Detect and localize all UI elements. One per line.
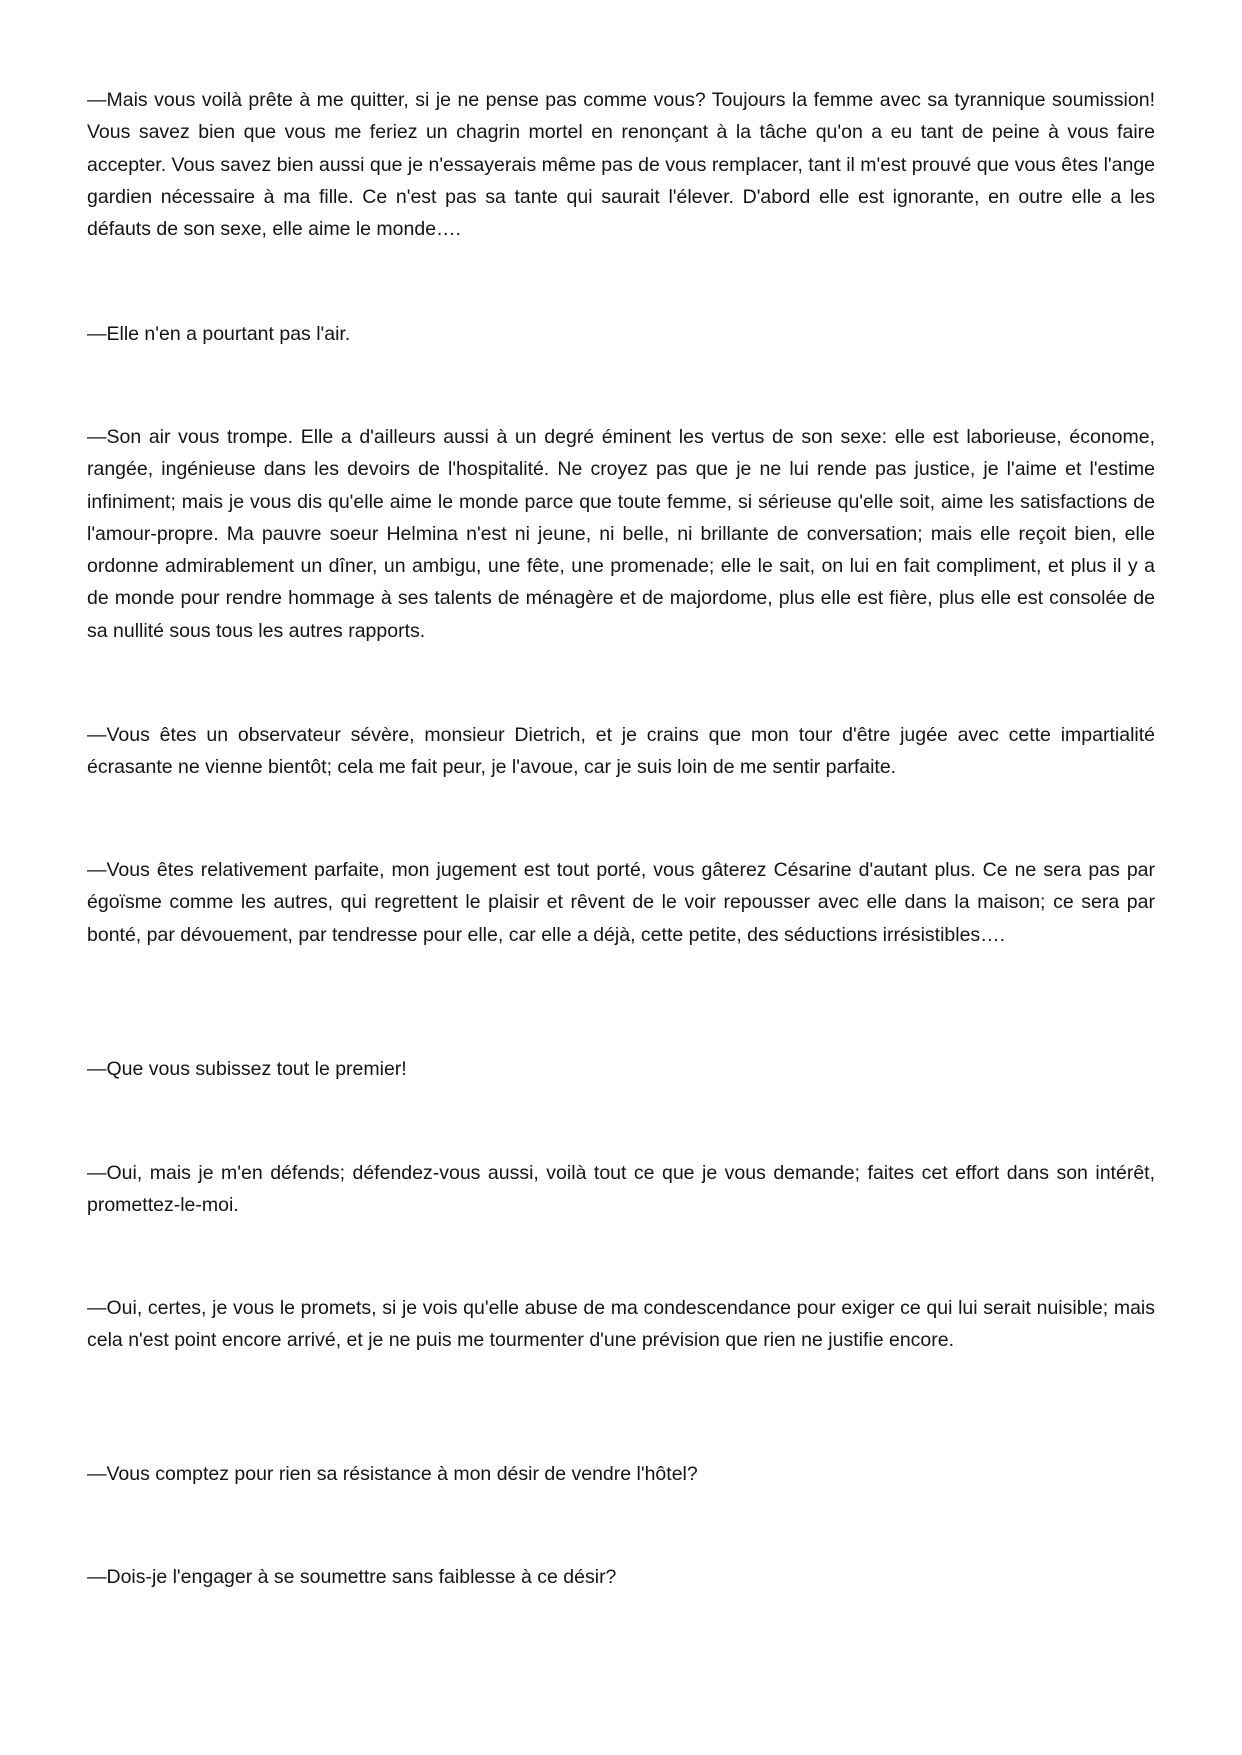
dialogue-paragraph: —Elle n'en a pourtant pas l'air. — [87, 323, 351, 345]
dialogue-paragraph: —Oui, certes, je vous le promets, si je vois qu'elle abuse de ma condescendance pour exiger ce qui lui serait nuisible; mais cela n'est point encore arrivé, et je ne puis me tourmenter d'une prévision que rien ne justifie encore. — [87, 1297, 1155, 1352]
dialogue-paragraph: —Mais vous voilà prête à me quitter, si je ne pense pas comme vous? Toujours la femme avec sa tyrannique soumission! Vous savez bien que vous me feriez un chagrin mortel en renonçant à la tâche qu'on a eu tant de peine à vous faire accepter. Vous savez bien aussi que je n'essayerais même pas de vous remplacer, tant il m'est prouvé que vous êtes l'ange gardien nécessaire à ma fille. Ce n'est pas sa tante qui saurait l'élever. D'abord elle est ignorante, en outre elle a les défauts de son sexe, elle aime le monde…. — [87, 89, 1156, 241]
dialogue-paragraph: —Vous êtes un observateur sévère, monsieur Dietrich, et je crains que mon tour d'être jugée avec cette impartialité écrasante ne vienne bientôt; cela me fait peur, je l'avoue, car je suis loin de me sentir parfaite. — [87, 724, 1155, 779]
dialogue-paragraph: —Dois-je l'engager à se soumettre sans faiblesse à ce désir? — [87, 1566, 617, 1588]
dialogue-paragraph: —Son air vous trompe. Elle a d'ailleurs aussi à un degré éminent les vertus de son sexe: elle est laborieuse, économe, rangée, ingénieuse dans les devoirs de l'hospitalité. Ne croyez pas que je ne lui rende pas justice, je l'aime et l'estime infiniment; mais je vous dis qu'elle aime le monde parce que toute femme, si sérieuse qu'elle soit, aime les satisfactions de l'amour-propre. Ma pauvre soeur Helmina n'est ni jeune, ni belle, ni brillante de conversation; mais elle reçoit bien, elle ordonne admirablement un dîner, un ambigu, une fête, une promenade; elle le sait, on lui en fait compliment, et plus il y a de monde pour rendre hommage à ses talents de ménagère et de majordome, plus elle est fière, plus elle est consolée de sa nullité sous tous les autres rapports. — [87, 426, 1155, 642]
dialogue-paragraph: —Vous êtes relativement parfaite, mon jugement est tout porté, vous gâterez Césarine d'autant plus. Ce ne sera pas par égoïsme comme les autres, qui regrettent le plaisir et rêvent de le voir repousser avec elle dans la maison; ce sera par bonté, par dévouement, par tendresse pour elle, car elle a déjà, cette petite, des séductions irrésistibles…. — [87, 859, 1155, 946]
dialogue-paragraph: —Oui, mais je m'en défends; défendez-vous aussi, voilà tout ce que je vous demande; faites cet effort dans son intérêt, promettez-le-moi. — [87, 1162, 1155, 1217]
dialogue-paragraph: —Vous comptez pour rien sa résistance à mon désir de vendre l'hôtel? — [87, 1463, 698, 1485]
dialogue-paragraph: —Que vous subissez tout le premier! — [87, 1058, 407, 1080]
